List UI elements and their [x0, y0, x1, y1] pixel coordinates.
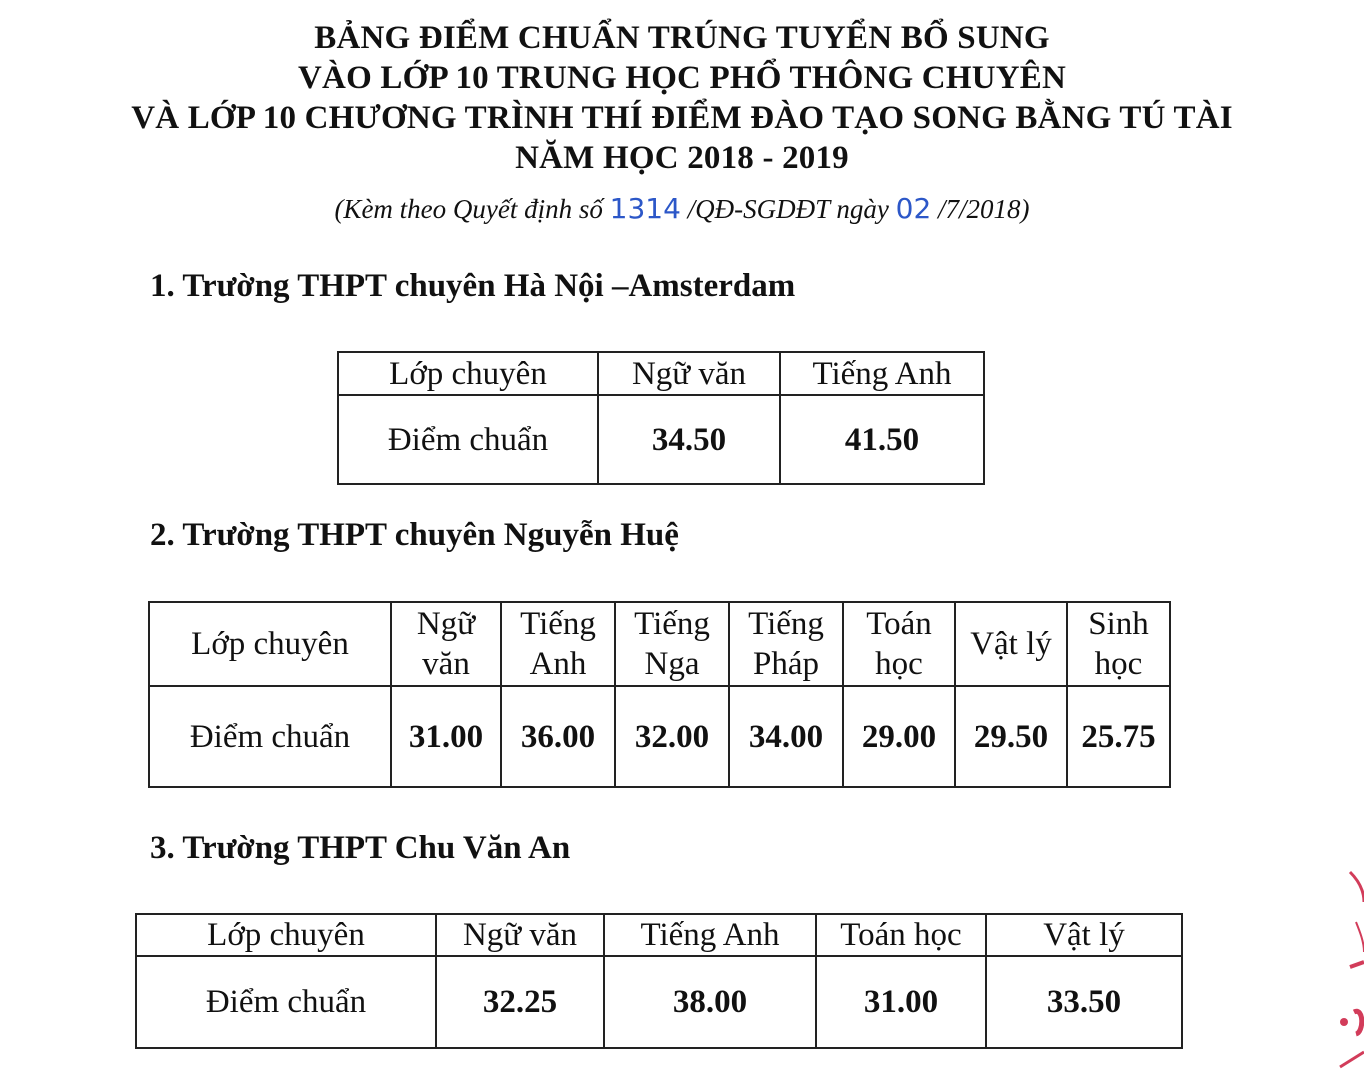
score-cell: 31.00	[816, 956, 986, 1048]
score-cell: 29.00	[843, 686, 955, 787]
score-cell: 34.50	[598, 395, 780, 484]
decision-day: 02	[895, 192, 932, 225]
section-2-table	[148, 601, 1171, 788]
row-label-score: Điểm chuẩn	[136, 956, 436, 1048]
subject-cell: Ngữ văn	[598, 352, 780, 395]
subject-cell: Tiếng Anh	[501, 602, 615, 686]
row-label-subject: Lớp chuyên	[338, 352, 598, 395]
title-line-2: VÀO LỚP 10 TRUNG HỌC PHỔ THÔNG CHUYÊN	[298, 60, 1066, 96]
subject-cell: Toán học	[843, 602, 955, 686]
decision-prefix: (Kèm theo Quyết định số	[334, 194, 610, 224]
score-cell: 25.75	[1067, 686, 1170, 787]
section-1-heading: 1. Trường THPT chuyên Hà Nội –Amsterdam	[150, 268, 796, 304]
score-cell: 36.00	[501, 686, 615, 787]
title-line-1: BẢNG ĐIỂM CHUẨN TRÚNG TUYỂN BỔ SUNG	[314, 20, 1050, 56]
subject-cell: Vật lý	[986, 914, 1182, 956]
subject-cell: Tiếng Anh	[604, 914, 816, 956]
score-cell: 41.50	[780, 395, 984, 484]
section-3-heading: 3. Trường THPT Chu Văn An	[150, 830, 571, 866]
subject-cell: Sinh học	[1067, 602, 1170, 686]
table-row	[149, 602, 1170, 686]
subject-cell: Ngữ văn	[391, 602, 501, 686]
subject-cell: Tiếng Nga	[615, 602, 729, 686]
row-label-subject: Lớp chuyên	[136, 914, 436, 956]
table-row	[338, 395, 984, 484]
subject-cell: Toán học	[816, 914, 986, 956]
section-1-table	[337, 351, 985, 485]
table-row	[136, 914, 1182, 956]
score-cell: 31.00	[391, 686, 501, 787]
score-cell: 34.00	[729, 686, 843, 787]
decision-suffix: /7/2018)	[931, 194, 1030, 224]
row-label-subject: Lớp chuyên	[149, 602, 391, 686]
row-label-score: Điểm chuẩn	[149, 686, 391, 787]
score-cell: 33.50	[986, 956, 1182, 1048]
score-cell: 38.00	[604, 956, 816, 1048]
section-3-table	[135, 913, 1183, 1049]
document-title	[0, 18, 1364, 178]
decision-reference	[0, 192, 1364, 225]
decision-middle: /QĐ-SGDĐT ngày	[680, 194, 896, 224]
title-line-4: NĂM HỌC 2018 - 2019	[515, 140, 849, 176]
row-label-score: Điểm chuẩn	[338, 395, 598, 484]
title-line-3: VÀ LỚP 10 CHƯƠNG TRÌNH THÍ ĐIỂM ĐÀO TẠO SONG BẰNG TÚ TÀI	[131, 100, 1233, 136]
subject-cell: Tiếng Anh	[780, 352, 984, 395]
subject-cell: Ngữ văn	[436, 914, 604, 956]
score-cell: 29.50	[955, 686, 1067, 787]
subject-cell: Vật lý	[955, 602, 1067, 686]
section-2-heading: 2. Trường THPT chuyên Nguyễn Huệ	[150, 517, 679, 553]
score-cell: 32.25	[436, 956, 604, 1048]
decision-number: 1314	[609, 192, 681, 225]
subject-cell: Tiếng Pháp	[729, 602, 843, 686]
table-row	[149, 686, 1170, 787]
table-row	[136, 956, 1182, 1048]
seal-stamp-icon	[1320, 862, 1364, 1076]
score-cell: 32.00	[615, 686, 729, 787]
table-row	[338, 352, 984, 395]
